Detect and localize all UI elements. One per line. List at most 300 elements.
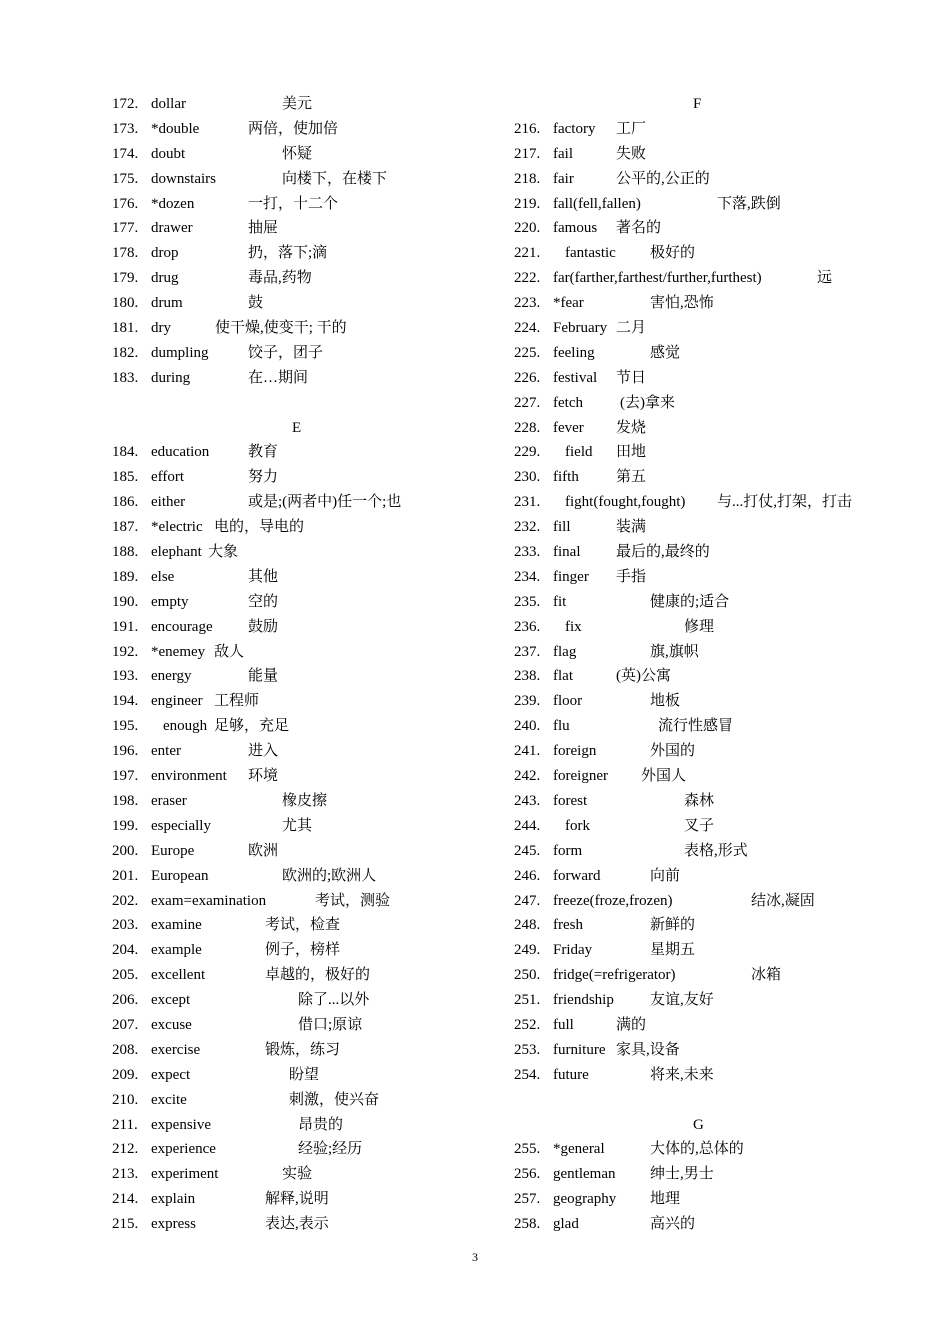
entry-word: fork <box>565 817 590 834</box>
entry-number: 175. <box>112 170 139 187</box>
entry-meaning: 在…期间 <box>248 369 309 386</box>
word-list-g <box>514 1137 914 1237</box>
entry-number: 187. <box>112 519 139 536</box>
entry-number: 178. <box>112 245 139 262</box>
entry-word: fix <box>565 618 582 635</box>
entry-word: friendship <box>553 992 614 1009</box>
entry-word: example <box>151 942 202 959</box>
entry-meaning: 星期五 <box>650 942 696 959</box>
entry-word: flag <box>553 643 577 660</box>
section-letter: E <box>292 419 302 436</box>
entry-word: far(farther,farthest/further,furthest) <box>553 270 762 287</box>
vocab-entry <box>514 391 914 416</box>
vocab-entry <box>112 565 492 590</box>
vocab-entry <box>112 1137 492 1162</box>
entry-word: foreign <box>553 743 597 760</box>
vocab-entry <box>112 440 492 465</box>
entry-word: excellent <box>151 967 206 984</box>
entry-number: 238. <box>514 668 541 685</box>
left-column <box>112 92 492 1237</box>
vocab-entry <box>112 963 492 988</box>
entry-meaning: 刺激，使兴奋 <box>289 1091 380 1108</box>
entry-number: 173. <box>112 120 139 137</box>
entry-number: 181. <box>112 320 139 337</box>
entry-word: expect <box>151 1066 191 1083</box>
entry-meaning: 能量 <box>248 668 279 685</box>
vocab-entry <box>112 241 492 266</box>
entry-number: 207. <box>112 1016 139 1033</box>
vocab-entry <box>514 416 914 441</box>
entry-meaning: 公平的,公正的 <box>616 170 710 187</box>
entry-meaning: 工厂 <box>616 120 647 137</box>
entry-meaning: 鼓 <box>248 295 264 312</box>
vocab-entry <box>112 889 492 914</box>
entry-word: *double <box>151 120 200 137</box>
vocab-entry <box>514 366 914 391</box>
entry-number: 224. <box>514 320 541 337</box>
entry-word: furniture <box>553 1041 606 1058</box>
entry-meaning: 田地 <box>616 444 647 461</box>
entry-meaning: 森林 <box>684 792 715 809</box>
entry-number: 217. <box>514 145 541 162</box>
vocab-entry <box>112 465 492 490</box>
entry-word: especially <box>151 817 211 834</box>
entry-meaning: 结冰,凝固 <box>751 892 815 909</box>
entry-word: drug <box>151 270 179 287</box>
entry-word: dollar <box>151 96 186 112</box>
entry-word: experience <box>151 1141 216 1158</box>
entry-word: glad <box>553 1216 579 1233</box>
vocab-entry <box>514 490 914 515</box>
entry-word: final <box>553 544 581 561</box>
vocab-entry <box>514 465 914 490</box>
entry-number: 220. <box>514 220 541 237</box>
vocab-entry <box>112 515 492 540</box>
vocab-entry <box>112 92 492 117</box>
vocab-entry <box>514 142 914 167</box>
entry-number: 180. <box>112 295 139 312</box>
entry-meaning: 表达,表示 <box>265 1216 329 1233</box>
entry-meaning: 考试，检查 <box>265 917 341 934</box>
vocab-entry <box>514 1137 914 1162</box>
entry-meaning: 满的 <box>616 1016 647 1033</box>
vocab-entry <box>112 266 492 291</box>
entry-number: 184. <box>112 444 139 461</box>
entry-number: 179. <box>112 270 139 287</box>
entry-word: except <box>151 992 191 1009</box>
vocab-entry <box>514 615 914 640</box>
vocab-entry <box>514 192 914 217</box>
entry-number: 195. <box>112 718 139 735</box>
entry-word: energy <box>151 668 192 685</box>
entry-meaning: 其他 <box>248 568 279 585</box>
entry-word: flat <box>553 668 573 685</box>
entry-number: 200. <box>112 842 139 859</box>
entry-number: 244. <box>514 817 541 834</box>
entry-number: 239. <box>514 693 541 710</box>
vocab-entry <box>112 1212 492 1237</box>
vocab-entry <box>112 789 492 814</box>
vocab-entry <box>112 366 492 391</box>
entry-word: factory <box>553 120 596 137</box>
vocab-entry <box>514 291 914 316</box>
entry-word: fantastic <box>565 245 616 262</box>
entry-meaning: 欧洲的;欧洲人 <box>282 867 377 884</box>
vocab-entry <box>514 1187 914 1212</box>
vocab-entry <box>112 540 492 565</box>
vocab-entry <box>112 167 492 192</box>
vocab-entry <box>514 515 914 540</box>
entry-word: engineer <box>151 693 203 710</box>
vocab-entry <box>514 739 914 764</box>
right-column <box>514 92 914 1237</box>
entry-meaning: (英)公寓 <box>616 668 671 685</box>
entry-meaning: 环境 <box>248 768 279 785</box>
entry-meaning: 旗,旗帜 <box>650 643 699 660</box>
entry-number: 197. <box>112 768 139 785</box>
entry-word: Europe <box>151 842 195 859</box>
vocab-entry <box>112 341 492 366</box>
entry-number: 219. <box>514 195 541 212</box>
entry-word: finger <box>553 568 589 585</box>
entry-number: 210. <box>112 1091 139 1108</box>
entry-word: forward <box>553 867 601 884</box>
entry-word: dry <box>151 320 171 337</box>
entry-meaning: 尤其 <box>282 817 313 834</box>
entry-meaning: 实验 <box>282 1166 313 1183</box>
blank-line <box>112 391 492 416</box>
entry-number: 192. <box>112 643 139 660</box>
vocab-entry <box>112 590 492 615</box>
entry-word: floor <box>553 693 583 710</box>
entry-number: 230. <box>514 469 541 486</box>
vocab-entry <box>514 316 914 341</box>
entry-number: 241. <box>514 743 541 760</box>
entry-number: 218. <box>514 170 541 187</box>
entry-word: drawer <box>151 220 193 237</box>
entry-word: fifth <box>553 469 579 486</box>
entry-word: excite <box>151 1091 187 1108</box>
vocab-entry <box>514 341 914 366</box>
vocab-entry <box>514 664 914 689</box>
entry-number: 256. <box>514 1166 541 1183</box>
entry-word: encourage <box>151 618 213 635</box>
vocab-entry <box>112 640 492 665</box>
entry-word: fight(fought,fought) <box>565 494 686 511</box>
entry-meaning: 最后的,最终的 <box>616 544 710 561</box>
entry-word: downstairs <box>151 170 216 187</box>
vocab-entry <box>514 117 914 142</box>
vocab-entry <box>112 814 492 839</box>
entry-number: 226. <box>514 369 541 386</box>
entry-meaning: 教育 <box>248 444 279 461</box>
entry-meaning: (去)拿来 <box>620 394 675 411</box>
vocab-entry <box>514 988 914 1013</box>
blank-line <box>514 1088 914 1113</box>
vocab-entry <box>112 839 492 864</box>
entry-meaning: 与...打仗,打架，打击 <box>717 494 853 511</box>
entry-word: exercise <box>151 1041 201 1058</box>
vocab-entry <box>514 640 914 665</box>
entry-number: 202. <box>112 892 139 909</box>
entry-word: fresh <box>553 917 583 934</box>
entry-meaning: 饺子，团子 <box>248 344 324 361</box>
vocab-entry <box>514 689 914 714</box>
entry-meaning: 发烧 <box>616 419 647 436</box>
entry-word: future <box>553 1066 589 1083</box>
entry-meaning: 手指 <box>616 568 647 585</box>
vocab-entry <box>514 1162 914 1187</box>
entry-word: festival <box>553 369 598 386</box>
entry-meaning: 进入 <box>248 743 279 760</box>
vocab-entry <box>112 714 492 739</box>
entry-word: feeling <box>553 344 595 361</box>
entry-number: 208. <box>112 1041 139 1058</box>
vocab-entry <box>514 1063 914 1088</box>
entry-meaning: 扔，落下;滴 <box>248 245 328 262</box>
entry-meaning: 二月 <box>616 320 647 337</box>
entry-word: European <box>151 867 209 884</box>
entry-number: 183. <box>112 369 139 386</box>
vocab-entry <box>112 764 492 789</box>
entry-word: fair <box>553 170 574 187</box>
entry-meaning: 外国的 <box>650 743 696 760</box>
entry-number: 177. <box>112 220 139 237</box>
entry-number: 223. <box>514 295 541 312</box>
entry-word: *enemey <box>151 643 206 660</box>
entry-number: 235. <box>514 593 541 610</box>
entry-word: forest <box>553 792 588 809</box>
entry-meaning: 解释,说明 <box>265 1191 329 1208</box>
entry-word: exam=examination <box>151 892 267 909</box>
entry-word: else <box>151 568 175 585</box>
entry-meaning: 感觉 <box>650 344 681 361</box>
vocab-entry <box>514 216 914 241</box>
entry-meaning: 绅士,男士 <box>650 1166 714 1183</box>
entry-meaning: 外国人 <box>641 768 687 785</box>
entry-meaning: 抽屉 <box>248 220 279 237</box>
entry-number: 249. <box>514 942 541 959</box>
entry-number: 191. <box>112 618 139 635</box>
entry-word: fill <box>553 519 571 536</box>
entry-meaning: 工程师 <box>214 693 260 710</box>
entry-number: 242. <box>514 768 541 785</box>
entry-number: 205. <box>112 967 139 984</box>
entry-number: 237. <box>514 643 541 660</box>
entry-word: dumpling <box>151 344 209 361</box>
entry-meaning: 电的，导电的 <box>214 519 305 536</box>
entry-meaning: 第五 <box>616 469 647 486</box>
entry-word: experiment <box>151 1166 219 1183</box>
vocab-entry <box>112 1113 492 1138</box>
entry-meaning: 锻炼，练习 <box>265 1041 341 1058</box>
entry-meaning: 橡皮擦 <box>282 792 328 809</box>
entry-number: 204. <box>112 942 139 959</box>
entry-word: fit <box>553 593 567 610</box>
entry-meaning: 远 <box>817 270 833 287</box>
entry-meaning: 向前 <box>650 867 681 884</box>
vocab-entry <box>112 689 492 714</box>
entry-meaning: 除了...以外 <box>298 992 370 1009</box>
entry-word: field <box>565 444 593 461</box>
entry-word: education <box>151 444 210 461</box>
entry-meaning: 或是;(两者中)任一个;也 <box>248 494 402 511</box>
entry-word: examine <box>151 917 202 934</box>
entry-word: form <box>553 842 583 859</box>
section-header-g <box>514 1113 914 1138</box>
entry-word: elephant <box>151 544 202 561</box>
section-letter: G <box>693 1116 704 1133</box>
entry-word: *general <box>553 1141 605 1158</box>
entry-meaning: 向楼下，在楼下 <box>282 170 388 187</box>
entry-word: enough <box>163 718 208 735</box>
entry-meaning: 叉子 <box>684 817 715 834</box>
vocab-entry <box>514 590 914 615</box>
entry-word: explain <box>151 1191 196 1208</box>
entry-meaning: 友谊,友好 <box>650 992 714 1009</box>
entry-meaning: 流行性感冒 <box>658 718 734 735</box>
entry-meaning: 考试，测验 <box>315 892 391 909</box>
entry-number: 213. <box>112 1166 139 1183</box>
entry-meaning: 美元 <box>282 96 313 112</box>
entry-meaning: 失败 <box>616 145 647 162</box>
word-list-e <box>112 440 492 1237</box>
entry-meaning: 怀疑 <box>282 145 313 162</box>
entry-word: fail <box>553 145 573 162</box>
vocab-entry <box>112 664 492 689</box>
vocab-entry <box>112 192 492 217</box>
entry-number: 222. <box>514 270 541 287</box>
entry-word: excuse <box>151 1016 192 1033</box>
vocab-entry <box>514 540 914 565</box>
entry-number: 196. <box>112 743 139 760</box>
entry-number: 228. <box>514 419 541 436</box>
entry-meaning: 著名的 <box>616 220 662 237</box>
entry-number: 209. <box>112 1066 139 1083</box>
entry-word: express <box>151 1216 196 1233</box>
vocab-entry <box>112 490 492 515</box>
entry-word: foreigner <box>553 768 608 785</box>
entry-word: flu <box>553 718 570 735</box>
entry-number: 199. <box>112 817 139 834</box>
entry-word: fall(fell,fallen) <box>553 195 641 212</box>
entry-meaning: 家具,设备 <box>616 1041 680 1058</box>
vocab-entry <box>514 1013 914 1038</box>
entry-meaning: 敌人 <box>214 643 245 660</box>
entry-meaning: 下落,跌倒 <box>717 195 781 212</box>
entry-number: 227. <box>514 394 541 411</box>
entry-word: freeze(froze,frozen) <box>553 892 673 909</box>
section-header-f <box>514 92 914 117</box>
vocab-entry <box>514 938 914 963</box>
entry-word: gentleman <box>553 1166 616 1183</box>
entry-word: either <box>151 494 186 511</box>
entry-number: 214. <box>112 1191 139 1208</box>
vocab-entry <box>112 1088 492 1113</box>
vocab-entry <box>112 864 492 889</box>
entry-number: 186. <box>112 494 139 511</box>
entry-number: 229. <box>514 444 541 461</box>
entry-word: fridge(=refrigerator) <box>553 967 676 984</box>
entry-meaning: 将来,未来 <box>650 1066 714 1083</box>
vocab-entry <box>112 1162 492 1187</box>
entry-number: 252. <box>514 1016 541 1033</box>
entry-number: 182. <box>112 344 139 361</box>
entry-word: drop <box>151 245 179 262</box>
entry-word: *fear <box>553 295 584 312</box>
entry-number: 211. <box>112 1116 138 1133</box>
entry-number: 243. <box>514 792 541 809</box>
entry-word: fetch <box>553 394 583 411</box>
entry-meaning: 表格,形式 <box>684 842 748 859</box>
entry-number: 190. <box>112 593 139 610</box>
entry-meaning: 借口;原谅 <box>298 1016 363 1033</box>
entry-word: February <box>553 320 608 337</box>
entry-number: 232. <box>514 519 541 536</box>
vocab-entry <box>112 913 492 938</box>
vocab-entry <box>112 988 492 1013</box>
vocab-entry <box>514 789 914 814</box>
entry-number: 250. <box>514 967 541 984</box>
entry-number: 234. <box>514 568 541 585</box>
entry-word: doubt <box>151 145 186 162</box>
entry-meaning: 例子，榜样 <box>265 942 341 959</box>
vocab-entry <box>112 117 492 142</box>
entry-number: 257. <box>514 1191 541 1208</box>
entry-meaning: 高兴的 <box>650 1216 696 1233</box>
vocab-entry <box>514 764 914 789</box>
entry-number: 253. <box>514 1041 541 1058</box>
vocab-entry <box>112 1038 492 1063</box>
vocab-entry <box>112 316 492 341</box>
entry-number: 240. <box>514 718 541 735</box>
entry-meaning: 盼望 <box>289 1066 320 1083</box>
entry-number: 193. <box>112 668 139 685</box>
vocab-entry <box>514 839 914 864</box>
entry-number: 176. <box>112 195 139 212</box>
entry-number: 174. <box>112 145 139 162</box>
entry-word: effort <box>151 469 185 486</box>
entry-number: 254. <box>514 1066 541 1083</box>
entry-meaning: 修理 <box>684 618 715 635</box>
entry-meaning: 努力 <box>248 469 279 486</box>
entry-number: 231. <box>514 494 541 511</box>
vocab-entry <box>514 266 914 291</box>
vocab-entry <box>514 241 914 266</box>
vocab-entry <box>514 1038 914 1063</box>
entry-number: 236. <box>514 618 541 635</box>
entry-number: 203. <box>112 917 139 934</box>
entry-meaning: 鼓励 <box>248 618 279 635</box>
vocab-entry <box>514 714 914 739</box>
entry-meaning: 地理 <box>650 1191 681 1208</box>
entry-word: *electric <box>151 519 203 536</box>
entry-word: Friday <box>553 942 593 959</box>
entry-word: full <box>553 1016 574 1033</box>
vocab-entry <box>112 739 492 764</box>
vocab-entry <box>112 142 492 167</box>
entry-meaning: 毒品,药物 <box>248 270 312 287</box>
vocab-entry <box>514 1212 914 1237</box>
entry-meaning: 空的 <box>248 593 279 610</box>
entry-word: *dozen <box>151 195 195 212</box>
entry-meaning: 两倍，使加倍 <box>248 120 339 137</box>
entry-number: 188. <box>112 544 139 561</box>
entry-number: 215. <box>112 1216 139 1233</box>
entry-word: famous <box>553 220 598 237</box>
entry-meaning: 一打，十二个 <box>248 195 339 212</box>
entry-word: expensive <box>151 1116 211 1133</box>
